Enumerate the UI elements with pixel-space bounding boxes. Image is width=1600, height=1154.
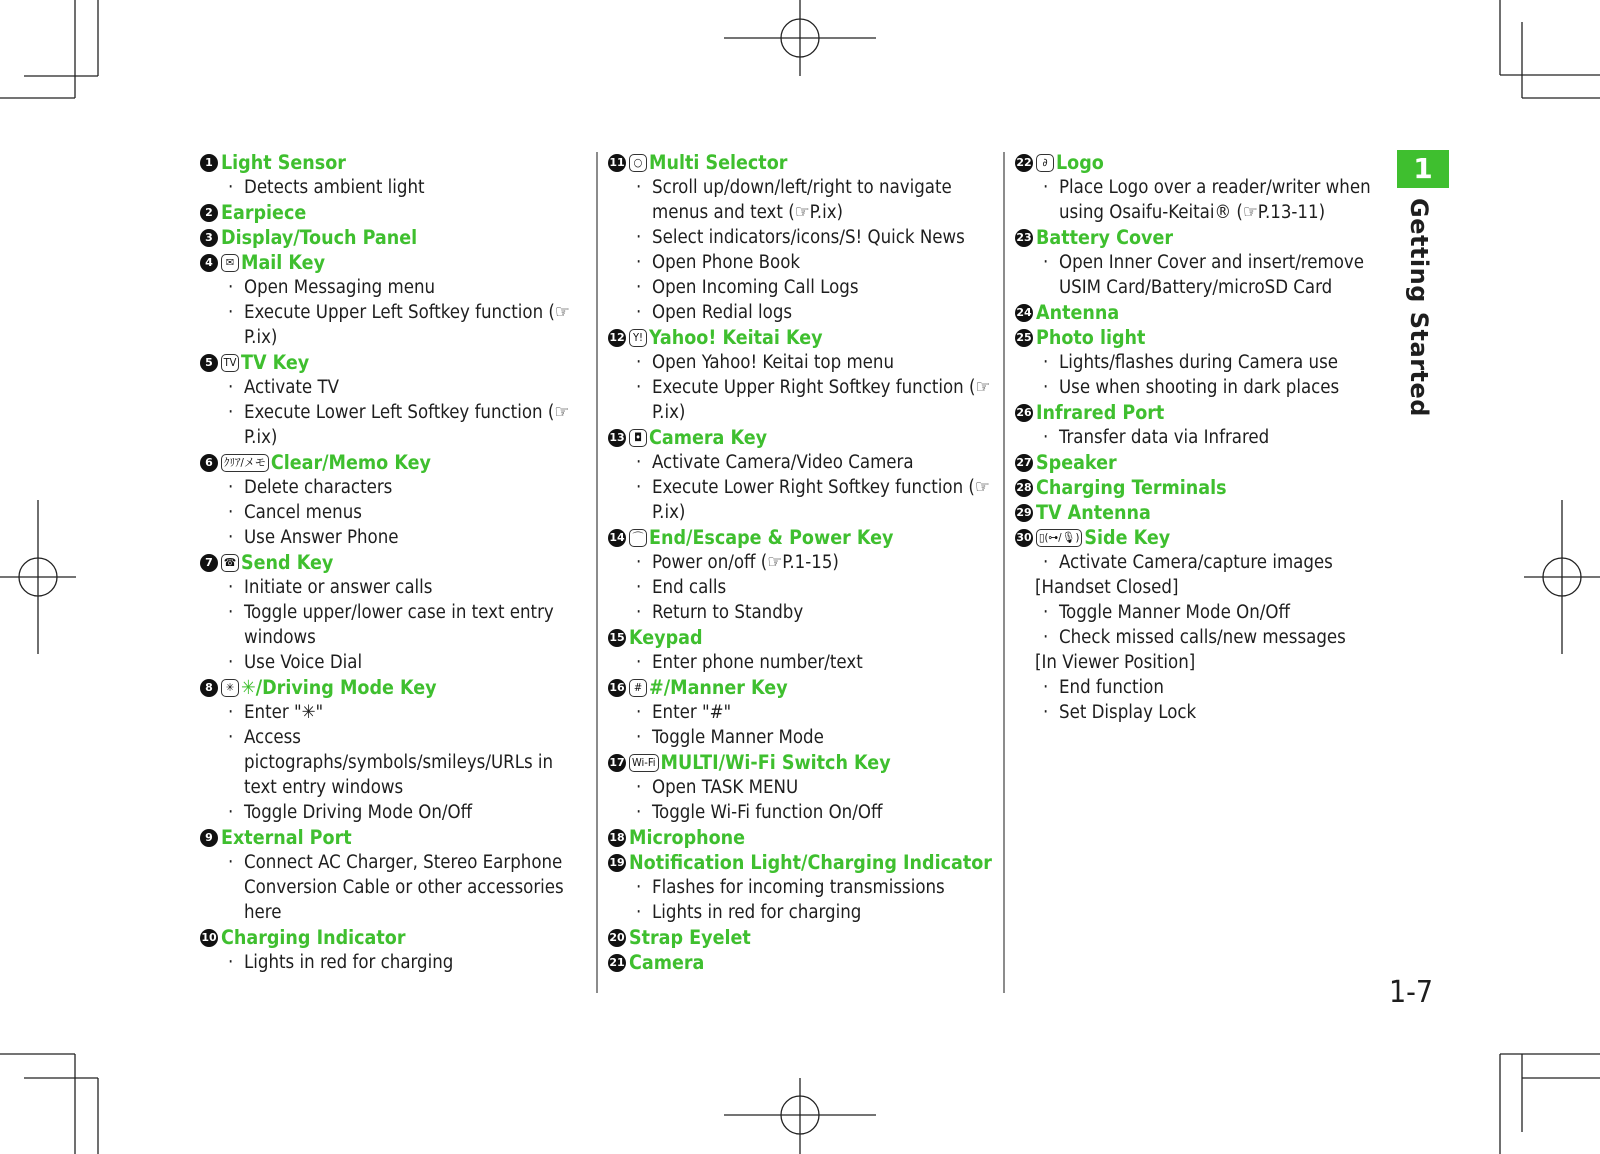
- section-heading: [200, 925, 590, 950]
- bullet-list: [200, 950, 590, 975]
- section-title: Side Key: [1084, 526, 1171, 549]
- callout-number: 10: [200, 929, 218, 947]
- bullet-list: [200, 175, 590, 200]
- section-title: Charging Terminals: [1036, 476, 1227, 499]
- key-icon: Y!: [629, 329, 647, 347]
- bullet-item: · Place Logo over a reader/writer when using Osaifu-Keitai® (☞P.13-11): [1015, 175, 1395, 225]
- section-title: Camera: [629, 951, 705, 974]
- component-section: [200, 150, 590, 200]
- component-section: [200, 925, 590, 975]
- callout-number: 23: [1015, 229, 1033, 247]
- component-section: [1015, 150, 1395, 225]
- section-title: Send Key: [241, 551, 334, 574]
- callout-number: 24: [1015, 304, 1033, 322]
- bullet-item: · Lights/flashes during Camera use: [1015, 350, 1395, 375]
- bullet-item: · Delete characters: [200, 475, 590, 500]
- component-section: [200, 450, 590, 550]
- section-title: Antenna: [1036, 301, 1120, 324]
- bullet-item: · Enter "✳": [200, 700, 590, 725]
- bullet-item: · Open Redial logs: [608, 300, 1000, 325]
- bullet-item: · Toggle Driving Mode On/Off: [200, 800, 590, 825]
- section-heading: [608, 625, 1000, 650]
- key-icon: #: [629, 679, 647, 697]
- component-section: [608, 325, 1000, 425]
- component-section: [608, 750, 1000, 825]
- section-title: Light Sensor: [221, 151, 346, 174]
- callout-number: 21: [608, 954, 626, 972]
- component-section: [200, 250, 590, 350]
- section-heading: [200, 675, 590, 700]
- section-title: Infrared Port: [1036, 401, 1165, 424]
- callout-number: 9: [200, 829, 218, 847]
- section-title: Display/Touch Panel: [221, 226, 418, 249]
- section-title: Yahoo! Keitai Key: [649, 326, 823, 349]
- bullet-item: · Activate Camera/capture images: [1015, 550, 1395, 575]
- component-section: [1015, 400, 1395, 450]
- bullet-list: [200, 375, 590, 450]
- section-heading: [1015, 225, 1395, 250]
- section-heading: [200, 825, 590, 850]
- section-title: Battery Cover: [1036, 226, 1173, 249]
- column-divider: [596, 152, 598, 993]
- component-section: [608, 950, 1000, 975]
- component-section: [200, 350, 590, 450]
- component-section: [608, 425, 1000, 525]
- section-title: Strap Eyelet: [629, 926, 751, 949]
- component-section: [608, 850, 1000, 925]
- section-heading: [200, 200, 590, 225]
- section-title: ✳/Driving Mode Key: [241, 676, 437, 699]
- bullet-item: · Activate Camera/Video Camera: [608, 450, 1000, 475]
- section-heading: [1015, 450, 1395, 475]
- component-section: [1015, 525, 1395, 725]
- callout-number: 20: [608, 929, 626, 947]
- section-heading: [608, 425, 1000, 450]
- bullet-item: · Select indicators/icons/S! Quick News: [608, 225, 1000, 250]
- bullet-list: [1015, 350, 1395, 400]
- callout-number: 18: [608, 829, 626, 847]
- section-heading: [1015, 500, 1395, 525]
- bullet-list: [608, 875, 1000, 925]
- key-icon: ◘: [629, 429, 647, 447]
- callout-number: 14: [608, 529, 626, 547]
- section-heading: [200, 250, 590, 275]
- key-icon: ✳: [221, 679, 239, 697]
- bullet-item: · Use when shooting in dark places: [1015, 375, 1395, 400]
- section-heading: [608, 825, 1000, 850]
- section-heading: [1015, 325, 1395, 350]
- bullet-item: · Transfer data via Infrared: [1015, 425, 1395, 450]
- section-heading: [608, 675, 1000, 700]
- callout-number: 2: [200, 204, 218, 222]
- bullet-item: · Lights in red for charging: [200, 950, 590, 975]
- column-3: [1015, 150, 1395, 725]
- callout-number: 13: [608, 429, 626, 447]
- bullet-item: · Open Inner Cover and insert/remove USIM Card/Battery/microSD Card: [1015, 250, 1395, 300]
- bullet-list: [1015, 675, 1395, 725]
- bullet-item: · Use Voice Dial: [200, 650, 590, 675]
- component-section: [1015, 450, 1395, 475]
- bullet-item: · End function: [1015, 675, 1395, 700]
- bullet-list: [1015, 250, 1395, 300]
- bullet-list: [200, 575, 590, 675]
- section-title: #/Manner Key: [649, 676, 788, 699]
- callout-number: 28: [1015, 479, 1033, 497]
- bullet-item: · Power on/off (☞P.1-15): [608, 550, 1000, 575]
- bullet-item: · Toggle Wi-Fi function On/Off: [608, 800, 1000, 825]
- callout-number: 26: [1015, 404, 1033, 422]
- section-title: Logo: [1056, 151, 1104, 174]
- bullet-item: · Execute Upper Right Softkey function (☞P.ix): [608, 375, 1000, 425]
- section-heading: [1015, 475, 1395, 500]
- component-section: [200, 200, 590, 225]
- callout-number: 30: [1015, 529, 1033, 547]
- bullet-item: · Detects ambient light: [200, 175, 590, 200]
- component-section: [200, 550, 590, 675]
- column-1: [200, 150, 590, 975]
- component-section: [608, 525, 1000, 625]
- subsection-label: [In Viewer Position]: [1035, 652, 1196, 673]
- callout-number: 3: [200, 229, 218, 247]
- bullet-list: [608, 550, 1000, 625]
- key-icon: ｸﾘｱ/メモ: [221, 454, 269, 472]
- callout-number: 27: [1015, 454, 1033, 472]
- component-section: [1015, 225, 1395, 300]
- component-section: [608, 675, 1000, 750]
- bullet-item: · Open TASK MENU: [608, 775, 1000, 800]
- bullet-item: · Open Incoming Call Logs: [608, 275, 1000, 300]
- key-icon: ∂: [1036, 154, 1054, 172]
- bullet-item: · Connect AC Charger, Stereo Earphone Conversion Cable or other accessories here: [200, 850, 590, 925]
- bullet-list: [608, 450, 1000, 525]
- key-icon: TV: [221, 354, 239, 372]
- callout-number: 6: [200, 454, 218, 472]
- component-section: [608, 625, 1000, 675]
- bullet-list: [608, 350, 1000, 425]
- bullet-item: · Scroll up/down/left/right to navigate menus and text (☞P.ix): [608, 175, 1000, 225]
- section-title: Camera Key: [649, 426, 768, 449]
- callout-number: 17: [608, 754, 626, 772]
- section-heading: [200, 225, 590, 250]
- bullet-item: · Return to Standby: [608, 600, 1000, 625]
- section-heading: [608, 950, 1000, 975]
- section-heading: [608, 150, 1000, 175]
- callout-number: 5: [200, 354, 218, 372]
- section-title: Clear/Memo Key: [270, 451, 431, 474]
- section-heading: [1015, 400, 1395, 425]
- key-icon: ☎: [221, 554, 239, 572]
- bullet-item: · Enter "#": [608, 700, 1000, 725]
- callout-number: 22: [1015, 154, 1033, 172]
- section-heading: [608, 750, 1000, 775]
- bullet-list: [200, 475, 590, 550]
- section-heading: [200, 450, 590, 475]
- bullet-list: [608, 175, 1000, 325]
- bullet-list: [1015, 175, 1395, 225]
- bullet-item: · Use Answer Phone: [200, 525, 590, 550]
- bullet-item: · Toggle upper/lower case in text entry windows: [200, 600, 590, 650]
- bullet-item: · Open Yahoo! Keitai top menu: [608, 350, 1000, 375]
- bullet-list: [200, 700, 590, 825]
- bullet-item: · Enter phone number/text: [608, 650, 1000, 675]
- section-title: Microphone: [629, 826, 746, 849]
- bullet-item: · End calls: [608, 575, 1000, 600]
- section-title: End/Escape & Power Key: [649, 526, 894, 549]
- chapter-title: Getting Started: [1405, 198, 1433, 417]
- section-heading: [200, 550, 590, 575]
- bullet-list: [200, 850, 590, 925]
- section-heading: [200, 350, 590, 375]
- callout-number: 25: [1015, 329, 1033, 347]
- column-2: [608, 150, 1000, 975]
- callout-number: 4: [200, 254, 218, 272]
- component-section: [608, 150, 1000, 325]
- section-heading: [1015, 300, 1395, 325]
- bullet-list: [608, 700, 1000, 750]
- bullet-item: · Open Messaging menu: [200, 275, 590, 300]
- component-section: [200, 225, 590, 250]
- key-icon: Wi-Fi: [629, 754, 659, 772]
- section-title: TV Antenna: [1036, 501, 1151, 524]
- component-section: [1015, 475, 1395, 500]
- key-icon: ○: [629, 154, 647, 172]
- chapter-tab: 1: [1397, 150, 1449, 188]
- section-heading: [200, 150, 590, 175]
- section-heading: [1015, 525, 1395, 550]
- section-title: MULTI/Wi-Fi Switch Key: [660, 751, 891, 774]
- bullet-item: · Set Display Lock: [1015, 700, 1395, 725]
- section-title: Charging Indicator: [221, 926, 406, 949]
- bullet-item: · Activate TV: [200, 375, 590, 400]
- component-section: [200, 675, 590, 825]
- bullet-list: [608, 775, 1000, 825]
- bullet-item: · Flashes for incoming transmissions: [608, 875, 1000, 900]
- callout-number: 19: [608, 854, 626, 872]
- bullet-list: [1015, 425, 1395, 450]
- key-icon: ⌒: [629, 529, 647, 547]
- section-heading: [608, 525, 1000, 550]
- callout-number: 11: [608, 154, 626, 172]
- bullet-item: · Execute Upper Left Softkey function (☞P.ix): [200, 300, 590, 350]
- section-title: Mail Key: [241, 251, 326, 274]
- bullet-item: · Initiate or answer calls: [200, 575, 590, 600]
- component-section: [200, 825, 590, 925]
- section-title: External Port: [221, 826, 352, 849]
- callout-number: 16: [608, 679, 626, 697]
- bullet-list: [1015, 600, 1395, 650]
- bullet-list: [608, 650, 1000, 675]
- component-section: [1015, 325, 1395, 400]
- bullet-item: · Cancel menus: [200, 500, 590, 525]
- bullet-item: · Execute Lower Right Softkey function (☞P.ix): [608, 475, 1000, 525]
- component-section: [1015, 500, 1395, 525]
- component-section: [608, 825, 1000, 850]
- bullet-item: · Toggle Manner Mode: [608, 725, 1000, 750]
- section-heading: [1015, 150, 1395, 175]
- subsection-label: [Handset Closed]: [1035, 577, 1179, 598]
- callout-number: 15: [608, 629, 626, 647]
- section-title: Keypad: [629, 626, 703, 649]
- section-title: Multi Selector: [649, 151, 788, 174]
- section-title: Speaker: [1036, 451, 1117, 474]
- section-heading: [608, 925, 1000, 950]
- section-title: Photo light: [1036, 326, 1146, 349]
- component-section: [608, 925, 1000, 950]
- section-title: Earpiece: [221, 201, 307, 224]
- section-title: Notification Light/Charging Indicator: [629, 851, 992, 874]
- callout-number: 1: [200, 154, 218, 172]
- callout-number: 12: [608, 329, 626, 347]
- callout-number: 7: [200, 554, 218, 572]
- bullet-item: · Check missed calls/new messages: [1015, 625, 1395, 650]
- section-heading: [608, 850, 1000, 875]
- bullet-item: · Access pictographs/symbols/smileys/URLs in text entry windows: [200, 725, 590, 800]
- bullet-list: [1015, 550, 1395, 575]
- callout-number: 29: [1015, 504, 1033, 522]
- component-section: [1015, 300, 1395, 325]
- bullet-list: [200, 275, 590, 350]
- bullet-item: · Lights in red for charging: [608, 900, 1000, 925]
- bullet-item: · Execute Lower Left Softkey function (☞P.ix): [200, 400, 590, 450]
- section-title: TV Key: [241, 351, 310, 374]
- bullet-item: · Open Phone Book: [608, 250, 1000, 275]
- key-icon: ▯(⊶/🎙): [1036, 529, 1082, 547]
- column-divider: [1003, 152, 1005, 993]
- callout-number: 8: [200, 679, 218, 697]
- section-heading: [608, 325, 1000, 350]
- page-number: 1-7: [1389, 975, 1434, 1010]
- key-icon: ✉: [221, 254, 239, 272]
- bullet-item: · Toggle Manner Mode On/Off: [1015, 600, 1395, 625]
